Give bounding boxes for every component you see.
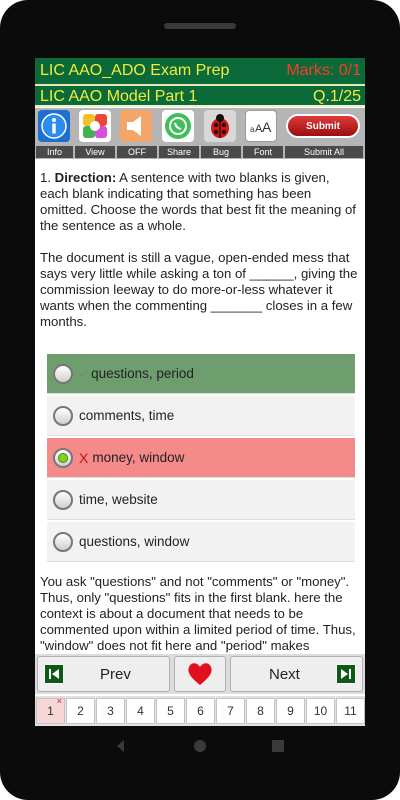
app-title: LIC AAO_ADO Exam Prep (40, 62, 230, 79)
option-radio[interactable] (53, 532, 73, 552)
header-row-bottom (35, 87, 365, 107)
option-radio[interactable] (53, 406, 73, 426)
back-icon[interactable] (117, 740, 124, 752)
question-direction (40, 170, 358, 234)
font-size-button[interactable] (245, 110, 277, 142)
correct-check-icon: ✔ (79, 366, 90, 381)
info-icon (40, 112, 68, 140)
tool-label-submit-all: Submit All (285, 146, 363, 158)
submit-button[interactable]: Submit (286, 114, 360, 138)
share-button[interactable] (162, 110, 194, 142)
page-9[interactable]: 9 (276, 698, 305, 724)
tool-label-off: OFF (117, 146, 157, 158)
option-3[interactable] (47, 438, 355, 478)
question-pager (35, 696, 365, 726)
prev-arrow-icon (44, 664, 64, 684)
page-11[interactable]: 11 (336, 698, 365, 724)
favorite-button[interactable] (174, 656, 226, 692)
home-icon[interactable] (194, 740, 206, 752)
page-2[interactable]: 2 (66, 698, 95, 724)
speaker-icon (122, 112, 150, 140)
info-button[interactable] (38, 110, 70, 142)
direction-label: Direction: (54, 170, 117, 185)
option-2[interactable] (47, 396, 355, 436)
prev-button[interactable] (37, 656, 170, 692)
page-7[interactable]: 7 (216, 698, 245, 724)
option-1[interactable] (47, 354, 355, 394)
option-text: comments, time (79, 408, 175, 423)
next-label: Next (269, 665, 300, 683)
option-radio-selected[interactable] (53, 448, 73, 468)
view-icon (80, 111, 110, 141)
question-text (40, 170, 358, 346)
option-radio[interactable] (53, 364, 73, 384)
sound-toggle-button[interactable] (120, 110, 152, 142)
option-text: money, window (92, 450, 185, 465)
navigation-bar (35, 654, 365, 694)
earpiece-speaker (164, 23, 236, 29)
svg-text:A: A (255, 123, 263, 135)
answer-options (47, 354, 355, 564)
tool-label-font: Font (243, 146, 283, 158)
option-radio[interactable] (53, 490, 73, 510)
option-5[interactable] (47, 522, 355, 562)
heart-icon (186, 661, 214, 687)
tool-label-view: View (75, 146, 115, 158)
direction-text: A sentence with two blanks is given, each blank indicating that something has been omitted. Choose the words that best fit the meaning of the sentence as a whole. (40, 170, 356, 233)
question-number: 1. (40, 170, 51, 185)
font-size-icon (247, 112, 275, 140)
question-sentence: The document is still a vague, open-ended mess that says very little while asking a ton of ______, giving the commission leeway to do more-or-less whatever it wants when the commenting _______ closes in a few months. (40, 250, 358, 329)
page-4[interactable]: 4 (126, 698, 155, 724)
next-arrow-icon (336, 664, 356, 684)
answer-explanation: You ask "questions" and not "comments" or "money". Thus, only "questions" fits in the first blank. here the context is about a document that needs to be commented upon within a limited period of time. Thus, "window" does not fit here and "period" makes (40, 574, 356, 653)
prev-label: Prev (100, 665, 131, 683)
header-row-top (35, 58, 365, 86)
page-1[interactable]: 1 × (36, 698, 65, 724)
svg-text:A: A (262, 119, 272, 135)
recents-icon[interactable] (272, 740, 284, 752)
page-10[interactable]: 10 (306, 698, 335, 724)
next-button[interactable] (230, 656, 363, 692)
whatsapp-icon (163, 111, 193, 141)
option-text: questions, window (79, 534, 190, 549)
option-text: time, website (79, 492, 158, 507)
report-bug-button[interactable] (204, 110, 236, 142)
system-navigation-bar (0, 726, 400, 766)
app-header (35, 58, 365, 107)
view-button[interactable] (79, 110, 111, 142)
wrong-x-icon: X (79, 449, 89, 466)
toolbar (35, 108, 365, 159)
option-text: questions, period (91, 366, 194, 381)
question-counter: Q.1/25 (312, 88, 361, 105)
test-set-title: LIC AAO Model Part 1 (40, 88, 198, 105)
page-5[interactable]: 5 (156, 698, 185, 724)
marks-score: Marks: 0/1 (286, 62, 361, 79)
page-6[interactable]: 6 (186, 698, 215, 724)
tool-label-share: Share (159, 146, 199, 158)
svg-text:a: a (250, 125, 255, 134)
tool-label-info: Info (36, 146, 73, 158)
tool-label-bug: Bug (201, 146, 241, 158)
page-3[interactable]: 3 (96, 698, 125, 724)
page-8[interactable]: 8 (246, 698, 275, 724)
app-screen (35, 58, 365, 726)
wrong-mark-icon: × (56, 696, 62, 706)
ladybug-icon (206, 112, 234, 140)
option-4[interactable] (47, 480, 355, 520)
